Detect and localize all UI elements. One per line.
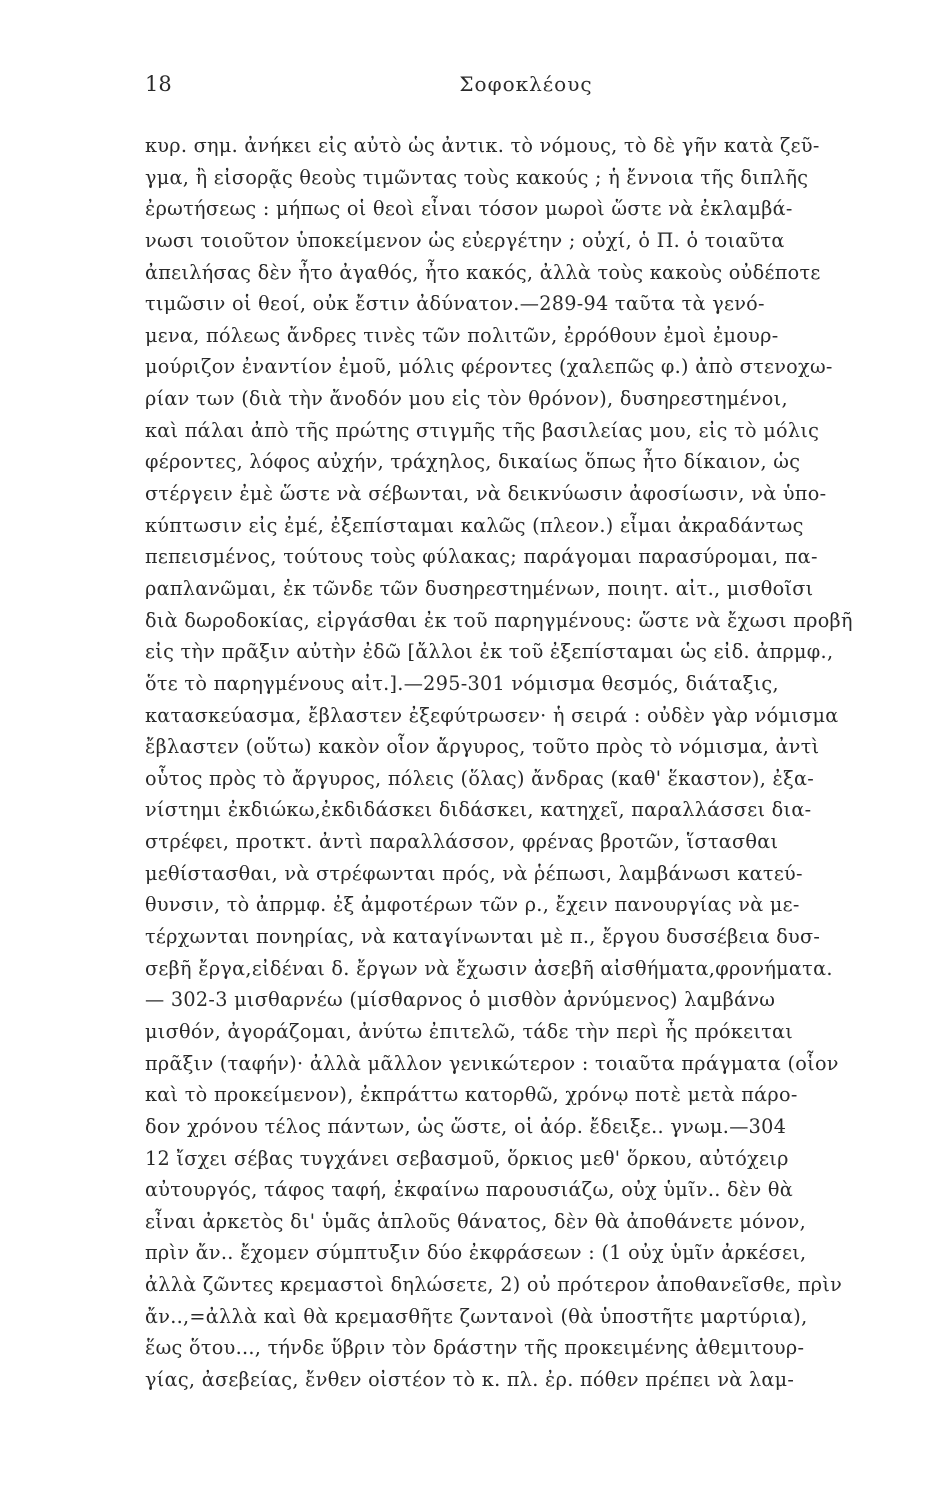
- page-header: [145, 72, 907, 102]
- text-line: ἕως ὅτου..., τήνδε ὕβριν τὸν δράστην τῆς προκειμένης ἀθεμιτουρ-: [145, 1336, 805, 1360]
- text-line: κυρ. σημ. ἀνήκει εἰς αὐτὸ ὡς ἀντικ. τὸ νόμους, τὸ δὲ γῆν κατὰ ζεῦ-: [145, 134, 820, 157]
- text-line: εἶναι ἀρκετὸς δι' ὑμᾶς ἁπλοῦς θάνατος, δὲν θὰ ἀποθάνετε μόνον,: [145, 1209, 807, 1233]
- page-number: 18: [145, 72, 172, 96]
- text-line: εἰς τὴν πρᾶξιν αὐτὴν ἐδῶ [ἄλλοι ἐκ τοῦ ἐξεπίσταμαι ὡς εἰδ. ἀπρμφ.,: [145, 640, 834, 664]
- text-line: τιμῶσιν οἱ θεοί, οὐκ ἔστιν ἀδύνατον.—289-94 ταῦτα τὰ γενό-: [145, 292, 765, 316]
- text-line: τέρχωνται πονηρίας, νὰ καταγίνωνται μὲ π., ἔργου δυσσέβεια δυσ-: [145, 925, 821, 949]
- text-line: νωσι τοιοῦτον ὑποκείμενον ὡς εὐεργέτην ; οὐχί, ὁ Π. ὁ τοιαῦτα: [145, 228, 785, 252]
- text-line: κατασκεύασμα, ἔβλαστεν ἐξεφύτρωσεν· ἡ σειρά : οὐδὲν γὰρ νόμισμα: [145, 703, 839, 727]
- text-line: μεθίστασθαι, νὰ στρέφωνται πρός, νὰ ῥέπωσι, λαμβάνωσι κατεύ-: [145, 861, 803, 885]
- text-line: ἀλλὰ ζῶντες κρεμαστοὶ δηλώσετε, 2) οὐ πρότερον ἀποθανεῖσθε, πρὶν: [145, 1273, 843, 1297]
- text-line: νίστημι ἐκδιώκω,ἐκδιδάσκει διδάσκει, κατηχεῖ, παραλλάσσει δια-: [145, 798, 812, 822]
- text-line: ρίαν των (διὰ τὴν ἄνοδόν μου εἰς τὸν θρόνον), δυσηρεστημένοι,: [145, 387, 788, 411]
- text-line: διὰ δωροδοκίας, εἰργάσθαι ἐκ τοῦ παρηγμένους: ὥστε νὰ ἔχωσι προβῆ: [145, 608, 853, 632]
- text-line: στέργειν ἐμὲ ὥστε νὰ σέβωνται, νὰ δεικνύωσιν ἀφοσίωσιν, νὰ ὑπο-: [145, 482, 827, 506]
- text-line: οὗτος πρὸς τὸ ἄργυρος, πόλεις (ὅλας) ἄνδρας (καθ' ἕκαστον), ἐξα-: [145, 766, 815, 790]
- running-head: Σοφοκλέους: [459, 72, 593, 96]
- text-line: γίας, ἀσεβείας, ἔνθεν οἰστέον τὸ κ. πλ. ἐρ. πόθεν πρέπει νὰ λαμ-: [145, 1367, 795, 1391]
- text-line: γμα, ἢ εἰσορᾷς θεοὺς τιμῶντας τοὺς κακούς ; ἡ ἔννοια τῆς διπλῆς: [145, 165, 809, 189]
- text-line: πεπεισμένος, τούτους τοὺς φύλακας; παράγομαι παρασύρομαι, πα-: [145, 545, 818, 569]
- text-line: κύπτωσιν εἰς ἐμέ, ἐξεπίσταμαι καλῶς (πλεον.) εἶμαι ἀκραδάντως: [145, 513, 804, 537]
- text-line: 12 ἴσχει σέβας τυγχάνει σεβασμοῦ, ὅρκιος μεθ' ὅρκου, αὐτόχειρ: [145, 1146, 789, 1170]
- text-line: δον χρόνου τέλος πάντων, ὡς ὥστε, οἱ ἀόρ. ἔδειξε.. γνωμ.—304: [145, 1114, 787, 1138]
- text-line: φέροντες, λόφος αὐχήν, τράχηλος, δικαίως ὅπως ἦτο δίκαιον, ὡς: [145, 450, 801, 474]
- text-line: πρὶν ἄν.. ἔχομεν σύμπτυξιν δύο ἐκφράσεων : (1 οὐχ ὑμῖν ἀρκέσει,: [145, 1241, 807, 1265]
- text-line: καὶ τὸ προκείμενον), ἐκπράττω κατορθῶ, χρόνῳ ποτὲ μετὰ πάρο-: [145, 1083, 798, 1107]
- text-line: ὅτε τὸ παρηγμένους αἰτ.].—295-301 νόμισμα θεσμός, διάταξις,: [145, 671, 779, 695]
- text-line: μούριζον ἐναντίον ἐμοῦ, μόλις φέροντες (χαλεπῶς φ.) ἀπὸ στενοχω-: [145, 355, 833, 379]
- text-line: πρᾶξιν (ταφήν)· ἀλλὰ μᾶλλον γενικώτερον : τοιαῦτα πράγματα (οἷον: [145, 1051, 839, 1075]
- text-line: στρέφει, προτκτ. ἀντὶ παραλλάσσον, φρένας βροτῶν, ἵστασθαι: [145, 830, 779, 854]
- text-line: ἄν..,=ἀλλὰ καὶ θὰ κρεμασθῆτε ζωντανοὶ (θὰ ὑποστῆτε μαρτύρια),: [145, 1304, 808, 1328]
- commentary-text: [145, 130, 915, 1396]
- text-line: καὶ πάλαι ἀπὸ τῆς πρώτης στιγμῆς τῆς βασιλείας μου, εἰς τὸ μόλις: [145, 418, 820, 442]
- text-line: θυνσιν, τὸ ἀπρμφ. ἐξ ἀμφοτέρων τῶν ρ., ἔχειν πανουργίας νὰ με-: [145, 893, 800, 917]
- text-line: μισθόν, ἀγοράζομαι, ἀνύτω ἐπιτελῶ, τάδε τὴν περὶ ἧς πρόκειται: [145, 1019, 794, 1043]
- text-line: μενα, πόλεως ἄνδρες τινὲς τῶν πολιτῶν, ἐρρόθουν ἐμοὶ ἐμουρ-: [145, 323, 779, 347]
- text-line: ἐρωτήσεως : μήπως οἱ θεοὶ εἶναι τόσον μωροὶ ὥστε νὰ ἐκλαμβά-: [145, 197, 793, 221]
- text-line: ραπλανῶμαι, ἐκ τῶνδε τῶν δυσηρεστημένων, ποιητ. αἰτ., μισθοῖσι: [145, 576, 814, 600]
- text-line: αὐτουργός, τάφος ταφή, ἐκφαίνω παρουσιάζω, οὐχ ὑμῖν.. δὲν θὰ: [145, 1178, 793, 1202]
- text-line: σεβῆ ἔργα,εἰδέναι δ. ἔργων νὰ ἔχωσιν ἀσεβῆ αἰσθήματα,φρονήματα.: [145, 956, 833, 980]
- text-line: — 302-3 μισθαρνέω (μίσθαρνος ὁ μισθὸν ἀρνύμενος) λαμβάνω: [145, 988, 776, 1012]
- text-line: ἀπειλήσας δὲν ἦτο ἀγαθός, ἦτο κακός, ἀλλὰ τοὺς κακοὺς οὐδέποτε: [145, 260, 821, 284]
- text-line: ἔβλαστεν (οὕτω) κακὸν οἷον ἄργυρος, τοῦτο πρὸς τὸ νόμισμα, ἀντὶ: [145, 735, 820, 759]
